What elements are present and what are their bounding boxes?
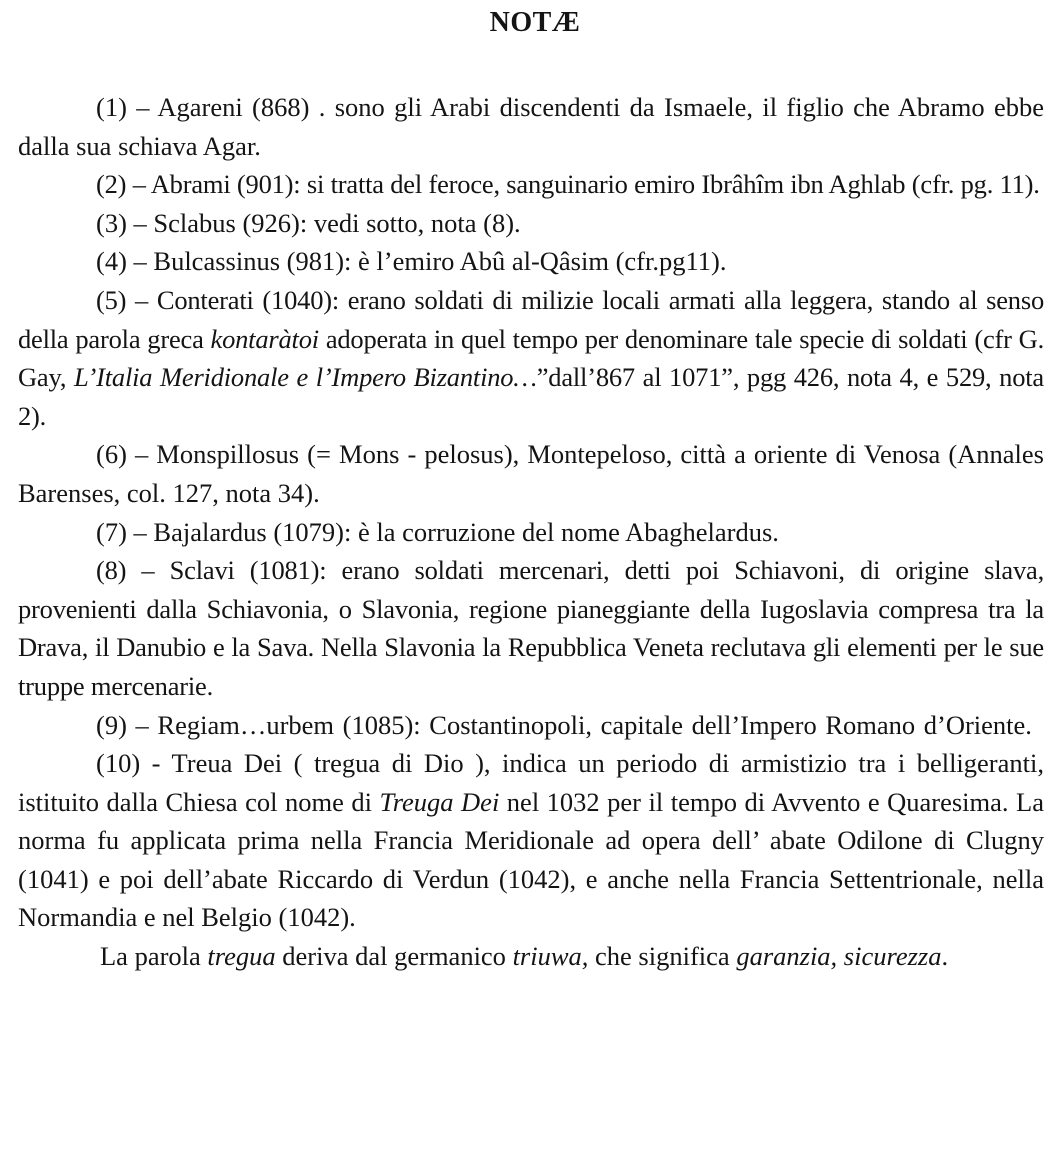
note-text: (7) – Bajalardus (1079): è la corruzione del nome Abaghelardus.: [96, 516, 779, 547]
note-text: che significa: [588, 941, 737, 972]
note-text: ”dall’867 al 1071”, pgg 426, nota 4, e 529, nota 2).: [18, 362, 1044, 431]
note-6: [18, 435, 1044, 512]
page-title: NOTÆ: [489, 7, 581, 38]
note-3: [18, 204, 1044, 243]
note-italic-text: garanzia, sicurezza: [736, 941, 942, 972]
note-text: nel 1032 per il tempo di Avvento e Quaresima. La norma fu applicata prima nella Francia Meridionale ad opera dell’ abate Odilone di Clugny (1041) e poi dell’abate Riccardo di Verdun (1042), e anche nella Francia Settentrionale, nella Normandia e nel Belgio (1042).: [18, 786, 1044, 933]
note-text: deriva dal germanico: [275, 941, 513, 972]
note-10: [18, 744, 1044, 937]
note-text: (4) – Bulcassinus (981): è l’emiro Abû al-Qâsim (cfr.pg11).: [96, 246, 727, 277]
note-text: La parola: [100, 941, 208, 972]
note-text: (6) – Monspillosus (= Mons - pelosus), Montepeloso, città a oriente di Venosa (Annales Barenses, col. 127, nota 34).: [18, 439, 1044, 508]
note-8: [18, 551, 1044, 705]
document-page: [18, 0, 1044, 1155]
note-7: [18, 513, 1044, 552]
note-5: [18, 281, 1044, 435]
note-text: adoperata in quel tempo per denominare tale specie di soldati (cfr G. Gay,: [18, 323, 1044, 393]
note-4: [18, 242, 1044, 281]
notes-list: [18, 88, 1044, 976]
note-9: [18, 706, 1044, 745]
note-italic-text: tregua: [207, 941, 276, 972]
note-1: [18, 88, 1044, 165]
note-2: [18, 165, 1044, 204]
note-text: (2) – Abrami (901): si tratta del feroce, sanguinario emiro Ibrâhîm ibn Aghlab (cfr. pg. 11).: [96, 169, 1040, 200]
note-italic-text: kontaràtoi: [210, 323, 319, 354]
note-text: (5) – Conterati (1040): erano soldati di milizie locali armati alla leggera, stando al senso della parola greca: [18, 284, 1044, 354]
note-text: (3) – Sclabus (926): vedi sotto, nota (8).: [96, 207, 521, 238]
note-text: (1) – Agareni (868) . sono gli Arabi discendenti da Ismaele, il figlio che Abramo ebbe dalla sua schiava Agar.: [18, 92, 1044, 161]
note-text: (9) – Regiam…urbem (1085): Costantinopoli, capitale dell’Impero Romano d’Oriente.: [96, 709, 1032, 740]
note-text: (10) - Treua Dei ( tregua di Dio ), indica un periodo di armistizio tra i belligeranti, istituito dalla Chiesa col nome di: [18, 748, 1044, 817]
note-text: (8) – Sclavi (1081): erano soldati mercenari, detti poi Schiavoni, di origine slava, provenienti dalla Schiavonia, o Slavonia, regione pianeggiante della Iugoslavia compresa tra la Drava, il Danubio e la Sava. Nella Slavonia la Repubblica Veneta reclutava gli elementi per le sue truppe mercenarie.: [18, 555, 1044, 701]
note-italic-text: Treuga Dei: [379, 786, 500, 817]
note-text: .: [941, 941, 949, 972]
note-italic-title: L’Italia Meridionale e l’Impero Bizantino…: [73, 362, 537, 393]
note-10-continuation: [18, 937, 1044, 976]
note-italic-text: triuwa,: [512, 941, 589, 972]
